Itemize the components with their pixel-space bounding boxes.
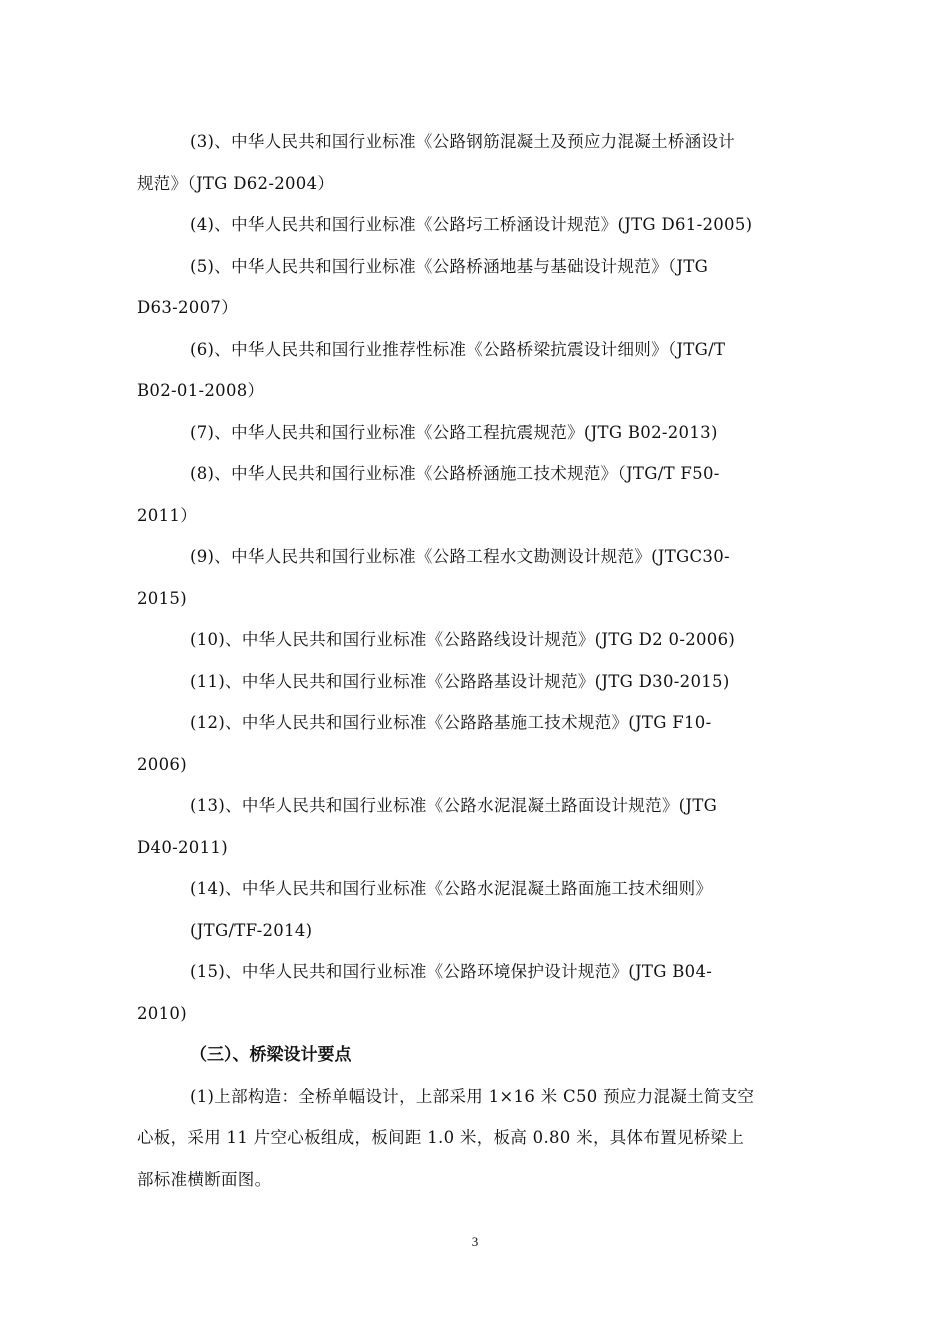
reference-7-line-1: (7)、中华人民共和国行业标准《公路工程抗震规范》(JTG B02-2013) [190,423,718,442]
paragraph-line-2: 心板，采用 11 片空心板组成，板间距 1.0 米，板高 0.80 米，具体布置见桥梁上 [137,1128,745,1147]
reference-5-line-1: (5)、中华人民共和国行业标准《公路桥涵地基与基础设计规范》（JTG [190,257,709,276]
reference-9-line-1: (9)、中华人民共和国行业标准《公路工程水文勘测设计规范》(JTGC30- [190,547,730,566]
reference-6-line-1: (6)、中华人民共和国行业推荐性标准《公路桥梁抗震设计细则》（JTG/T [190,340,726,359]
reference-9-line-2: 2015) [137,589,187,608]
reference-12-line-2: 2006) [137,755,187,774]
reference-4-line-1: (4)、中华人民共和国行业标准《公路圬工桥涵设计规范》(JTG D61-2005) [190,215,753,234]
page-number: 3 [471,1234,479,1249]
reference-11-line-1: (11)、中华人民共和国行业标准《公路路基设计规范》(JTG D30-2015) [190,672,730,691]
reference-3-line-2: 规范》（JTG D62-2004） [137,174,335,193]
reference-15-line-2: 2010) [137,1004,187,1023]
reference-5-line-2: D63-2007） [137,298,238,317]
section-heading: （三）、桥梁设计要点 [190,1045,352,1065]
paragraph-line-3: 部标准横断面图。 [137,1170,272,1189]
paragraph-line-1: (1)上部构造：全桥单幅设计，上部采用 1×16 米 C50 预应力混凝土简支空 [190,1087,755,1106]
reference-12-line-1: (12)、中华人民共和国行业标准《公路路基施工技术规范》(JTG F10- [190,713,712,732]
reference-13-line-1: (13)、中华人民共和国行业标准《公路水泥混凝土路面设计规范》(JTG [190,796,718,815]
reference-15-line-1: (15)、中华人民共和国行业标准《公路环境保护设计规范》(JTG B04- [190,962,713,981]
reference-8-line-1: (8)、中华人民共和国行业标准《公路桥涵施工技术规范》（JTG/T F50- [190,464,720,483]
reference-3-line-1: (3)、中华人民共和国行业标准《公路钢筋混凝土及预应力混凝土桥涵设计 [190,132,736,151]
reference-8-line-2: 2011） [137,506,197,525]
reference-6-line-2: B02-01-2008） [137,381,265,400]
reference-14-line-2: (JTG/TF-2014) [190,921,313,940]
reference-13-line-2: D40-2011) [137,838,228,857]
reference-14-line-1: (14)、中华人民共和国行业标准《公路水泥混凝土路面施工技术细则》 [190,879,713,898]
reference-10-line-1: (10)、中华人民共和国行业标准《公路路线设计规范》(JTG D2 0-2006) [190,630,736,649]
